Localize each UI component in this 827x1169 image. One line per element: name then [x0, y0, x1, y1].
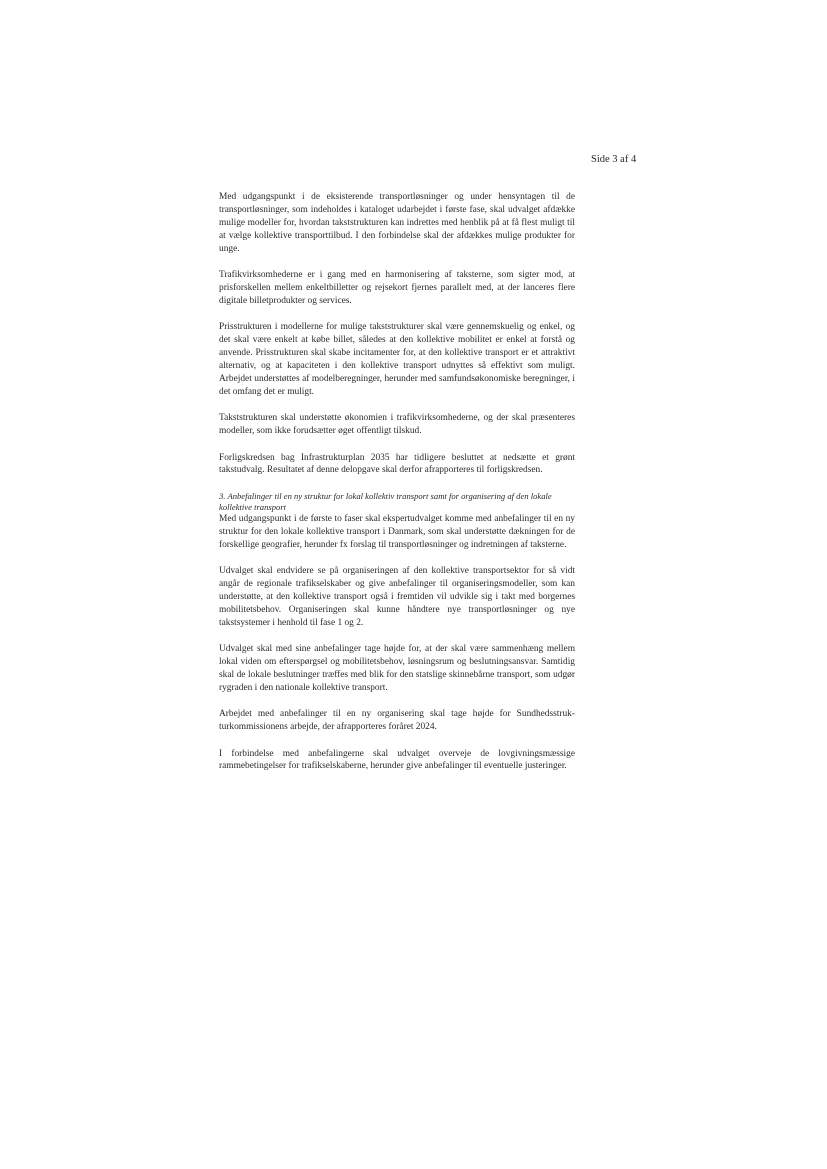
paragraph: Udvalget skal med sine anbefalinger tage højde for, at der skal være sammenhæng mellem lokal viden om efterspørgsel og mobilitetsbehov, løsningsrum og beslutningsansvar. Samtidig skal de lokale beslutninger træffes med blik for den statslige skinnebårne transport, som udgør rygraden i den nationale kollektive transport. — [219, 644, 575, 693]
paragraph: Med udgangspunkt i de første to faser skal ekspertudvalget komme med anbefalinger til en ny struktur for den lokale kollektive transport i Danmark, som skal understøtte dækningen for de forskellige geografier, herunder fx forslag til transportløsninger og indretningen af taksterne. — [219, 513, 575, 550]
paragraph: Trafikvirksomhederne er i gang med en harmonisering af taksterne, som sigter mod, at prisforskellen mellem enkeltbilletter og rejsekort fjernes parallelt med, at der lanceres flere digitale billetprodukter og services. — [219, 270, 575, 306]
paragraph: Med udgangspunkt i de eksisterende transportløsninger og under hensyntagen til de transportløsninger, som indeholdes i kataloget udarbejdet i første fase, skal udvalget afdække mulige modeller for, hvordan takststrukturen kan indrettes med henblik på at få flest muligt til at vælge kollektive transporttilbud. I den forbindelse skal der afdækkes mulige produkter for unge. — [219, 192, 575, 254]
page-number: Side 3 af 4 — [591, 154, 637, 165]
paragraph: Arbejdet med anbefalinger til en ny organisering skal tage højde for Sundhedsstrukturkommissionens arbejde, der afrapporteres foråret 2024. — [219, 709, 575, 733]
paragraph: I forbindelse med anbefalingerne skal udvalget overveje de lovgivningsmæssige rammebetingelser for trafikselskaberne, herunder give anbefalinger til eventuelle justeringer. — [219, 748, 575, 772]
paragraph: Forligskredsen bag Infrastrukturplan 2035 har tidligere besluttet at nedsætte et grønt takstudvalg. Resultatet af denne delopgave skal derfor afrapporteres til forligskredsen. — [219, 452, 575, 476]
document-body — [219, 191, 575, 787]
paragraph: Prisstrukturen i modellerne for mulige takststrukturer skal være gennemskuelig og enkel, og det skal være enkelt at købe billet, således at den kollektive mobilitet er enkel at forstå og anvende. Prisstrukturen skal skabe incitamenter for, at den kollektive transport er et attraktivt alternativ, og at kapaciteten i den kollektive transport udnyttes så effektivt som muligt. Arbejdet understøttes af modelberegninger, herunder med samfundsøkonomiske beregninger, i det omfang det er muligt. — [219, 322, 575, 397]
section-heading: 3. Anbefalinger til en ny struktur for lokal kollektiv transport samt for organisering af den lokale kollektive transport — [219, 490, 552, 512]
paragraph: Takststrukturen skal understøtte økonomien i trafikvirksomhederne, og der skal præsenteres modeller, som ikke forudsætter øget offentligt tilskud. — [219, 413, 575, 437]
paragraph: Udvalget skal endvidere se på organiseringen af den kollektive transportsektor for så vidt angår de regionale trafikselskaber og give anbefalinger til organiseringsmodeller, som kan understøtte, at den kollektive transport også i fremtiden vil udvikle sig i takt med borgernes mobilitetsbehov. Organiseringen skal kunne håndtere nye transportløsninger og nye takstsystemer i henhold til fase 1 og 2. — [219, 566, 575, 628]
